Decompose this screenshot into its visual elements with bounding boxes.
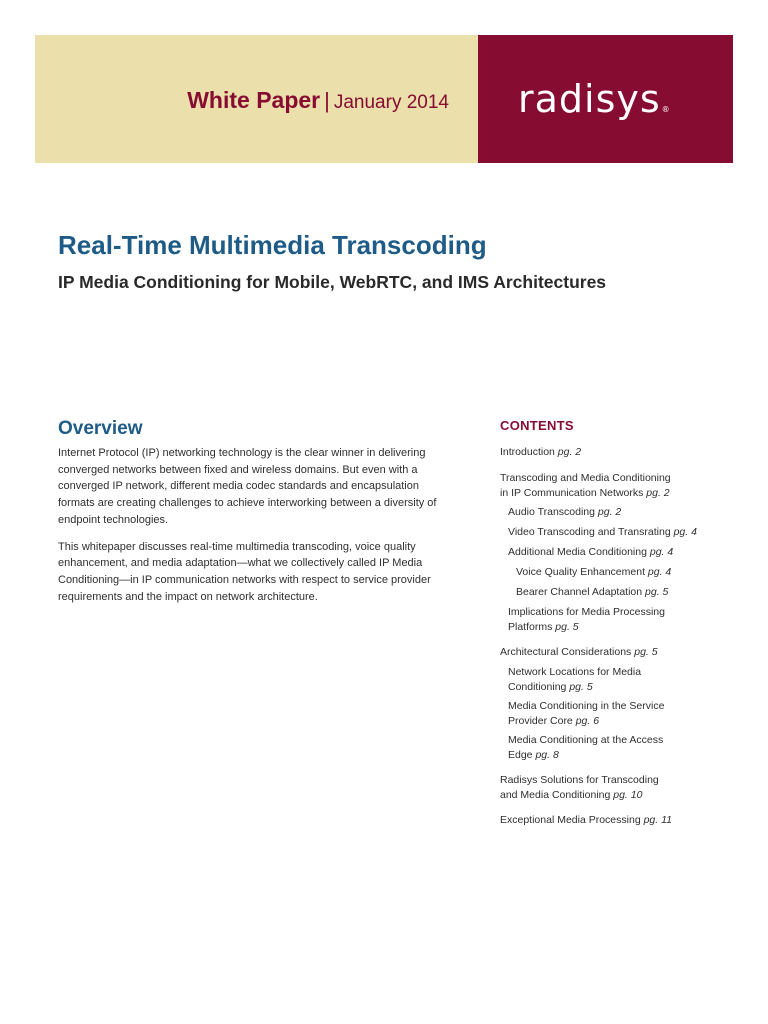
header-banner	[35, 35, 733, 163]
toc-entry-network-locations[interactable]: Network Locations for Media Conditioning pg. 5	[508, 666, 642, 693]
radisys-logo	[518, 77, 671, 121]
contents-heading: CONTENTS	[500, 418, 574, 433]
header-logo-panel	[478, 35, 733, 163]
toc-entry-voice-quality-enhancement[interactable]: Voice Quality Enhancement pg. 4	[516, 566, 672, 578]
toc-entry-bearer-channel-adaptation[interactable]: Bearer Channel Adaptation pg. 5	[516, 586, 669, 598]
toc-entry-video-transcoding[interactable]: Video Transcoding and Transrating pg. 4	[508, 526, 697, 538]
header-cream-panel	[35, 35, 478, 163]
doc-type-line	[187, 87, 449, 114]
toc-entry-introduction[interactable]: Introduction pg. 2	[500, 446, 582, 458]
overview-body	[58, 445, 458, 615]
toc-entry-audio-transcoding[interactable]: Audio Transcoding pg. 2	[508, 506, 622, 518]
page-title: Real-Time Multimedia Transcoding	[58, 230, 487, 260]
toc-entry-implications-media-processing[interactable]: Implications for Media Processing Platforms pg. 5	[508, 606, 665, 633]
logo-registered-mark: ®	[661, 105, 671, 114]
toc-entry-service-provider-core[interactable]: Media Conditioning in the Service Provider Core pg. 6	[508, 700, 665, 727]
logo-text: radisys	[518, 77, 661, 121]
overview-paragraph: This whitepaper discusses real-time multimedia transcoding, voice quality enhancement, and media adaptation—what we collectively called IP Media Conditioning—in IP communication networks with respect to service provider requirements and the impact on network architecture.	[58, 540, 431, 603]
overview-paragraph: Internet Protocol (IP) networking technology is the clear winner in delivering converged networks between fixed and wireless domains. But even with a converged IP network, different media codec standards and encapsulation formats are creating challenges to achieve interworking between a diversity of endpoint technologies.	[58, 447, 437, 526]
toc-entry-radisys-solutions[interactable]: Radisys Solutions for Transcoding and Media Conditioning pg. 10	[500, 774, 659, 801]
toc-entry-transcoding-media-conditioning[interactable]: Transcoding and Media Conditioning in IP Communication Networks pg. 2	[500, 472, 671, 499]
toc-entry-access-edge[interactable]: Media Conditioning at the Access Edge pg. 8	[508, 734, 664, 761]
doc-type-separator: |	[324, 88, 330, 113]
overview-heading: Overview	[58, 418, 143, 439]
doc-date: January 2014	[333, 92, 449, 113]
toc-entry-exceptional-media-processing[interactable]: Exceptional Media Processing pg. 11	[500, 814, 673, 826]
doc-type-label: White Paper	[187, 87, 321, 113]
toc-entry-architectural-considerations[interactable]: Architectural Considerations pg. 5	[500, 646, 658, 658]
toc-entry-additional-media-conditioning[interactable]: Additional Media Conditioning pg. 4	[508, 546, 674, 558]
page-subtitle: IP Media Conditioning for Mobile, WebRTC, and IMS Architectures	[58, 272, 607, 292]
